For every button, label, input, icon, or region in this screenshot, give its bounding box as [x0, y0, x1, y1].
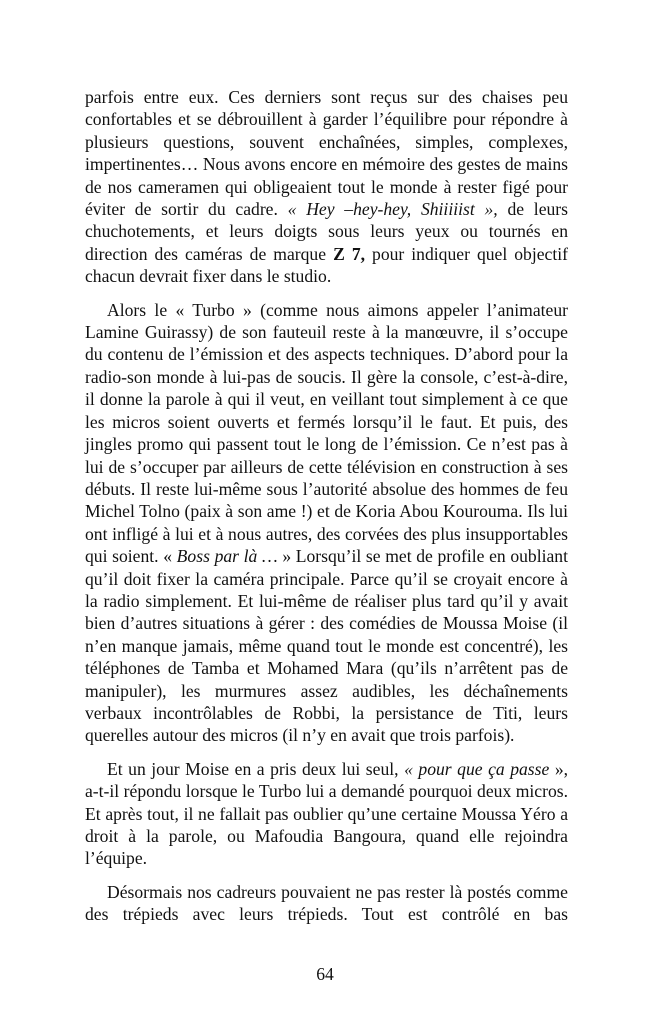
paragraph-1-text-3: pour indiquer quel objectif chacun devrait fixer dans le studio.: [85, 243, 568, 287]
paragraph-4-text-1: Désormais nos cadreurs pouvaient ne pas rester là postés comme des trépieds avec leurs trépieds. Tout est contrôlé en bas: [85, 881, 568, 925]
paragraph-1-quote-italic: « Hey –hey-hey, Shiiiiist »,: [287, 199, 498, 220]
page-number: 64: [316, 964, 334, 984]
paragraph-3-quote-italic: « pour que ça passe: [404, 758, 550, 779]
paragraph-1-text-1: parfois entre eux. Ces derniers sont reçus sur des chaises peu confortables et se débrouillent à garder l’équilibre pour répondre à plusieurs questions, souvent enchaînées, simples, complexes, impertinentes… Nous avons encore en mémoire des gestes de mains de nos cameramen qui obligeaient tout le monde à rester figé pour éviter de sortir du cadre.: [85, 87, 568, 220]
paragraph-2-quote-italic: Boss par là …: [176, 546, 278, 567]
paragraph-3-text-2: », a-t-il répondu lorsque le Turbo lui a demandé pourquoi deux micros. Et après tout, il ne fallait pas oublier qu’une certaine Moussa Yéro a droit à la parole, ou Mafoudia Bangoura, quand elle rejoindra l’équipe.: [85, 758, 569, 869]
paragraph-4: [85, 881, 568, 926]
paragraph-1-camera-model-bold: Z 7,: [333, 243, 366, 264]
page-body: [85, 86, 568, 937]
paragraph-2: [85, 299, 568, 747]
paragraph-2-text-1: Alors le « Turbo » (comme nous aimons appeler l’animateur Lamine Guirassy) de son fauteuil reste à la manœuvre, il s’occupe du contenu de l’émission et des aspects techniques. D’abord pour la radio-son monde à lui-pas de soucis. Il gère la console, c’est-à-dire, il donne la parole à qui il veut, en veillant tout simplement à ce que les micros soient ouverts et fermés lorsqu’il le faut. Et puis, des jingles promo qui passent tout le long de l’émission. Ce n’est pas à lui de s’occuper par ailleurs de cette télévision en construction à ses débuts. Il reste lui-même sous l’autorité absolue des hommes de feu Michel Tolno (paix à son ame !) et de Koria Abou Kourouma. Ils lui ont infligé à lui et à nous autres, des corvées des plus insupportables qui soient. «: [85, 299, 568, 567]
paragraph-1: [85, 86, 568, 288]
paragraph-3-text-1: Et un jour Moise en a pris deux lui seul,: [107, 758, 405, 779]
paragraph-3: [85, 758, 568, 870]
paragraph-1-text-2: de leurs chuchotements, et leurs doigts sous leurs yeux ou tournés en direction des caméras de marque: [85, 199, 569, 264]
paragraph-2-text-2: » Lorsqu’il se met de profile en oubliant qu’il doit fixer la caméra principale. Parce qu’il se croyait encore à la radio simplement. Et lui-même de réaliser plus tard qu’il y avait bien d’autres situations à gérer : des comédies de Moussa Moise (il n’en manque jamais, même quand tout le monde est concentré), les téléphones de Tamba et Mohamed Mara (qu’ils n’arrêtent pas de manipuler), les murmures assez audibles, les déchaînements verbaux incontrôlables de Robbi, la persistance de Titi, leurs querelles autour des micros (il n’y en avait que trois parfois).: [85, 546, 568, 746]
